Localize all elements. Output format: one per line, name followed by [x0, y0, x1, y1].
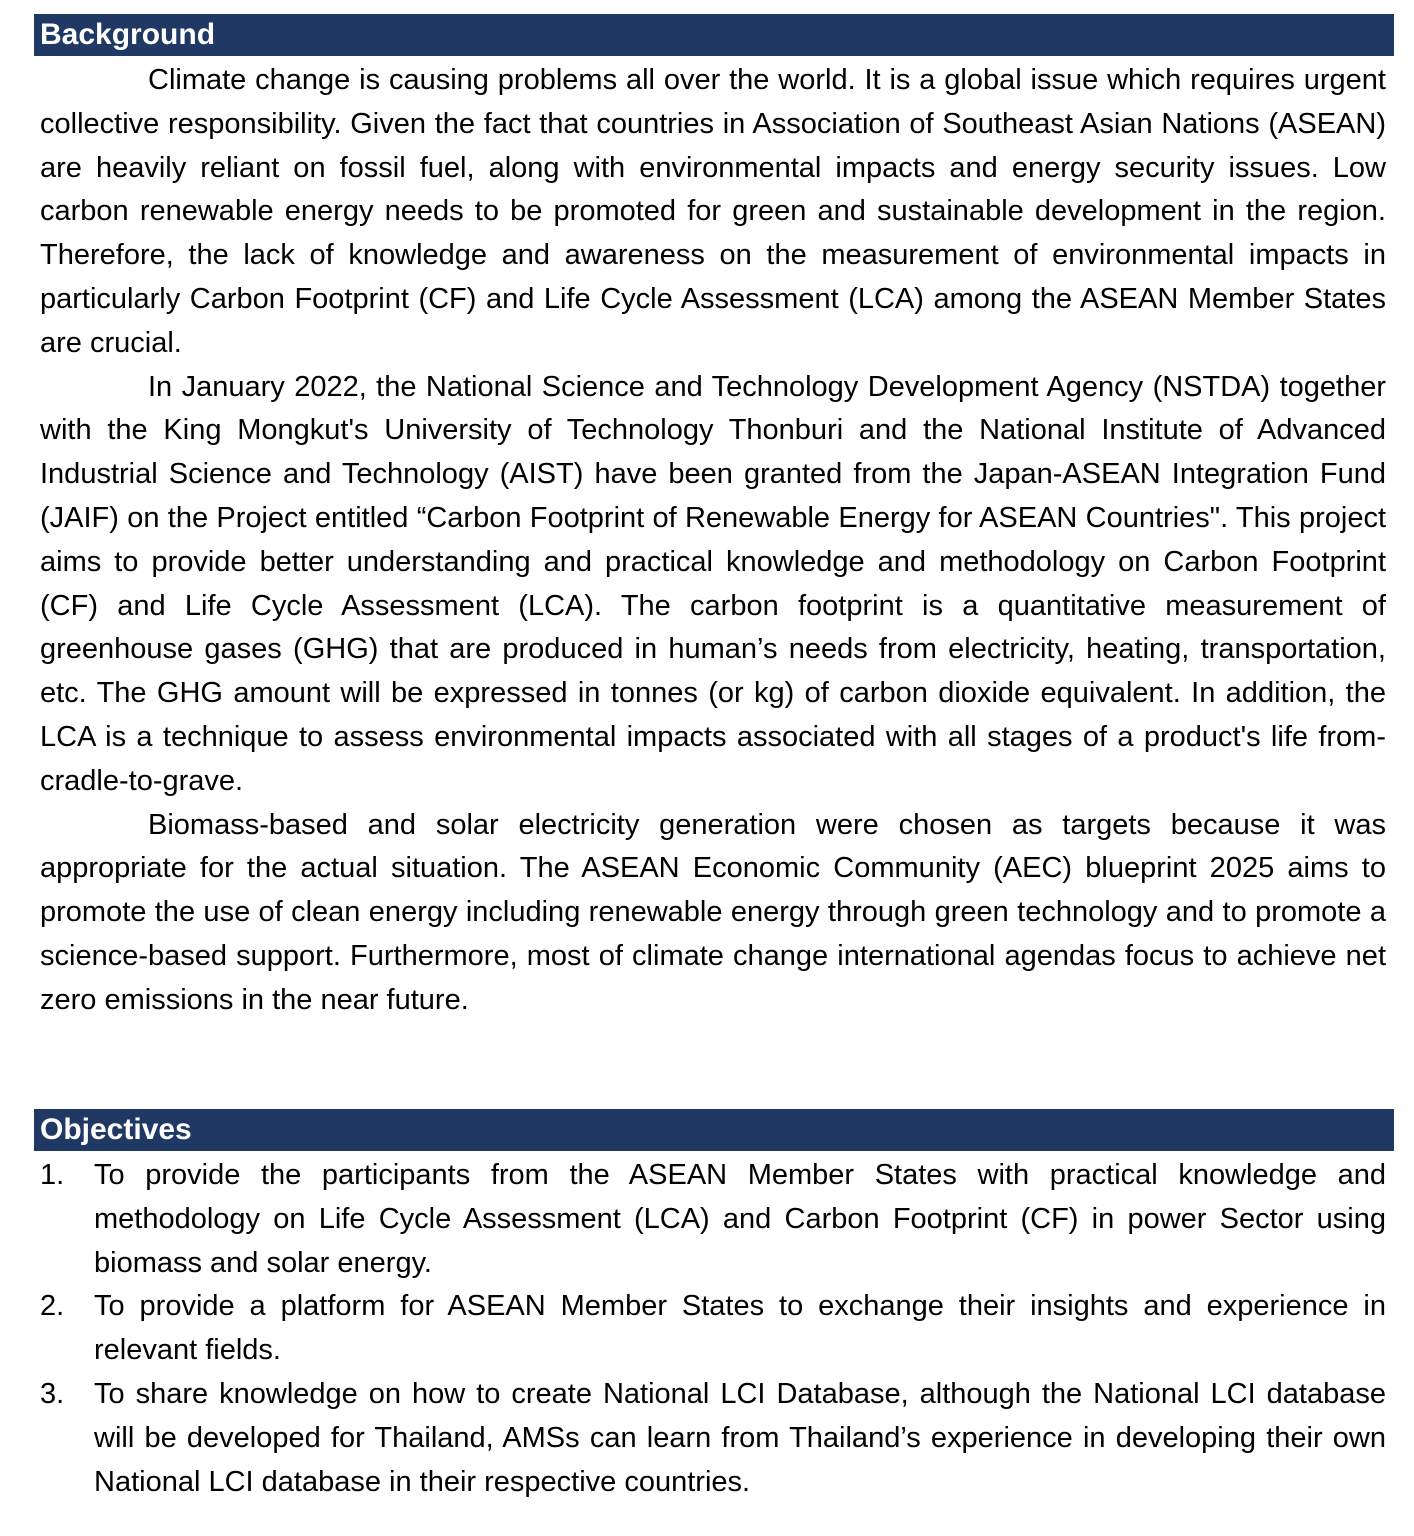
- background-paragraph-3: Biomass-based and solar electricity generation were chosen as targets because it was appropriate for the actual situation. The ASEAN Economic Community (AEC) blueprint 2025 aims to promote the use of clean energy including renewable energy through green technology and to promote a science-based support. Furthermore, most of climate change international agendas focus to achieve net zero emissions in the near future.: [40, 808, 1386, 1016]
- background-paragraph-1: Climate change is causing problems all over the world. It is a global issue which requires urgent collective responsibility. Given the fact that countries in Association of Southeast Asian Nations (ASEAN) are heavily reliant on fossil fuel, along with environmental impacts and energy security issues. Low carbon renewable energy needs to be promoted for green and sustainable development in the region. Therefore, the lack of knowledge and awareness on the measurement of environmental impacts in particularly Carbon Footprint (CF) and Life Cycle Assessment (LCA) among the ASEAN Member States are crucial.: [40, 64, 1386, 359]
- background-body: [40, 59, 1386, 1023]
- objective-number: 1.: [40, 1159, 65, 1191]
- objective-text: To provide the participants from the ASEAN Member States with practical knowledge and methodology on Life Cycle Assessment (LCA) and Carbon Footprint (CF) in power Sector using biomass and solar energy.: [94, 1159, 1386, 1279]
- background-paragraph-2: In January 2022, the National Science and Technology Development Agency (NSTDA) together with the King Mongkut's University of Technology Thonburi and the National Institute of Advanced Industrial Science and Technology (AIST) have been granted from the Japan-ASEAN Integration Fund (JAIF) on the Project entitled “Carbon Footprint of Renewable Energy for ASEAN Countries". This project aims to provide better understanding and practical knowledge and methodology on Carbon Footprint (CF) and Life Cycle Assessment (LCA). The carbon footprint is a quantitative measurement of greenhouse gases (GHG) that are produced in human’s needs from electricity, heating, transportation, etc. The GHG amount will be expressed in tonnes (or kg) of carbon dioxide equivalent. In addition, the LCA is a technique to assess environmental impacts associated with all stages of a product's life from-cradle-to-grave.: [40, 370, 1386, 797]
- objective-item-1: [40, 1154, 1386, 1285]
- objective-number: 2.: [40, 1290, 65, 1323]
- objective-text: To share knowledge on how to create National LCI Database, although the National LCI database will be developed for Thailand, AMSs can learn from Thailand’s experience in developing their own National LCI database in their respective countries.: [94, 1377, 1386, 1498]
- background-heading: Background: [34, 14, 1394, 56]
- objective-number: 3.: [40, 1377, 65, 1410]
- objective-text: To provide a platform for ASEAN Member States to exchange their insights and experience in relevant fields.: [94, 1290, 1386, 1367]
- objectives-list: [40, 1154, 1386, 1504]
- objectives-heading: Objectives: [34, 1109, 1394, 1151]
- objective-item-2: [40, 1285, 1386, 1373]
- objective-item-3: [40, 1373, 1386, 1504]
